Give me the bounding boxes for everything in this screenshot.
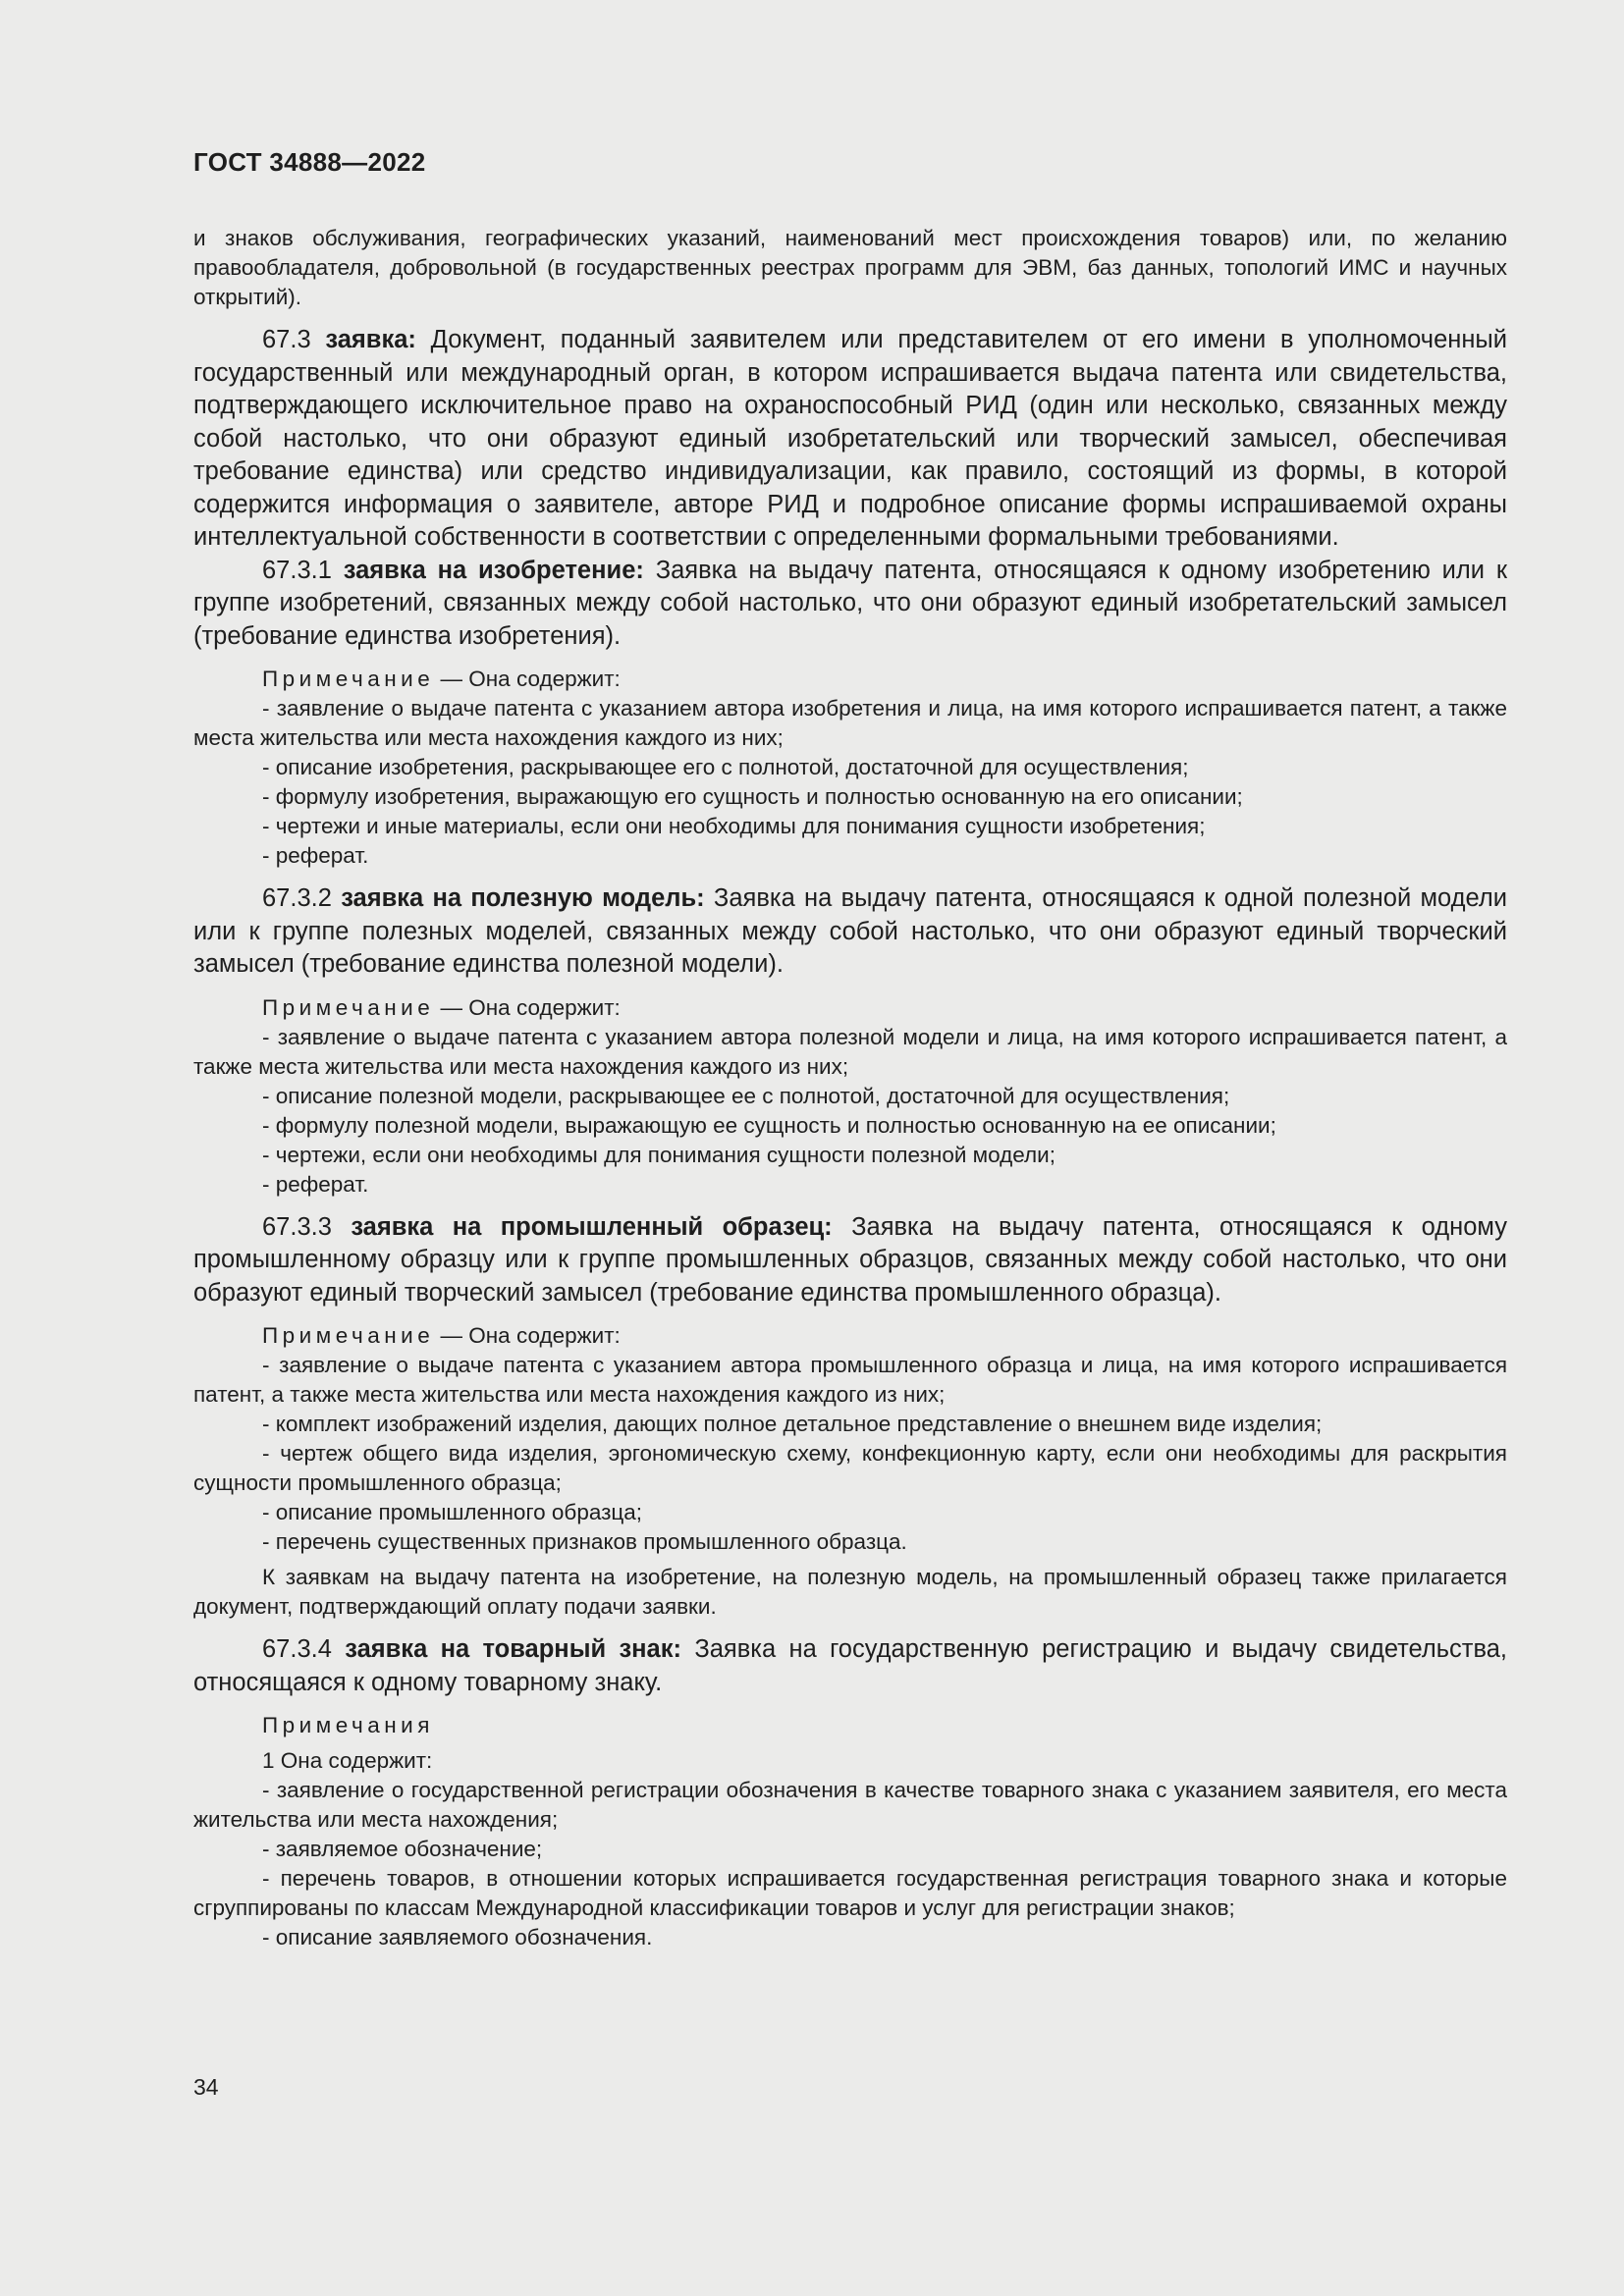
section-term: заявка на товарный знак: <box>345 1635 681 1663</box>
section-67-3-3 <box>193 1211 1507 1310</box>
section-67-3 <box>193 324 1507 555</box>
section-definition: Документ, поданный заявителем или представителем от его имени в уполномоченный государственный или международный орган, в котором испрашивается выдача патента или свидетельства, подтверждающего исключительное право на охраноспособный РИД (один или несколько, связанных между собой настолько, что они образуют единый изобретательский или творческий замысел, обеспечивая требование единства) или средство индивидуализации, как правило, состоящий из формы, в которой содержится информация о заявителе, авторе РИД и подробное описание формы испрашиваемой охраны интеллектуальной собственности в соответствии с определенными формальными требованиями. <box>193 326 1507 551</box>
note-heading <box>193 1711 1507 1740</box>
note-intro: — Она содержит: <box>440 994 621 1020</box>
closing-paragraph: К заявкам на выдачу патента на изобретение, на полезную модель, на промышленный образец также прилагается документ, подтверждающий оплату подачи заявки. <box>193 1565 1507 1619</box>
list-item: - описание полезной модели, раскрывающее ее с полнотой, достаточной для осуществления; <box>262 1083 1230 1108</box>
page-number: 34 <box>193 2074 219 2100</box>
note-first-line: 1 Она содержит: <box>262 1748 433 1773</box>
note-heading <box>193 665 1507 694</box>
intro-paragraph: и знаков обслуживания, географических указаний, наименований мест происхождения товаров) или, по желанию правообладателя, добровольной (в государственных реестрах программ для ЭВМ, баз данных, топологий ИМС и научных открытий). <box>193 226 1507 309</box>
note-label: Примечания <box>262 1713 434 1737</box>
list-item: - чертежи и иные материалы, если они необходимы для понимания сущности изобретения; <box>262 814 1206 838</box>
section-number: 67.3.1 <box>262 556 332 584</box>
list-item: - заявление о выдаче патента с указанием автора изобретения и лица, на имя которого испрашивается патент, а также места жительства или места нахождения каждого из них; <box>193 696 1507 750</box>
note-heading <box>193 1321 1507 1351</box>
section-definition: Заявка на выдачу патента, относящаяся к одному изобретению или к группе изобретений, связанных между собой настолько, что они образуют единый изобретательский замысел (требование единства изобретения). <box>193 556 1507 650</box>
section-term: заявка на изобретение: <box>343 556 644 584</box>
note-intro: — Она содержит: <box>440 1323 621 1348</box>
section-number: 67.3.2 <box>262 884 332 912</box>
note-intro: — Она содержит: <box>440 667 621 691</box>
list-item: - описание заявляемого обозначения. <box>262 1925 653 1949</box>
list-item: - перечень существенных признаков промышленного образца. <box>262 1529 907 1554</box>
list-item: - комплект изображений изделия, дающих полное детальное представление о внешнем виде изделия; <box>262 1412 1323 1436</box>
note-label: Примечание <box>262 994 435 1020</box>
section-term: заявка: <box>325 326 416 353</box>
section-67-3-1 <box>193 555 1507 654</box>
section-number: 67.3 <box>262 326 311 353</box>
list-item: - чертеж общего вида изделия, эргономическую схему, конфекционную карту, если они необходимы для раскрытия сущности промышленного образца; <box>193 1441 1507 1495</box>
section-definition: Заявка на государственную регистрацию и выдачу свидетельства, относящаяся к одному товарному знаку. <box>193 1635 1508 1696</box>
list-item: - заявление о государственной регистрации обозначения в качестве товарного знака с указанием заявителя, его места жительства или места нахождения; <box>193 1778 1507 1832</box>
section-term: заявка на полезную модель: <box>341 884 705 912</box>
list-item: - описание промышленного образца; <box>262 1500 643 1524</box>
list-item: - реферат. <box>262 843 369 868</box>
section-67-3-4 <box>193 1633 1507 1699</box>
list-item: - формулу изобретения, выражающую его сущность и полностью основанную на его описании; <box>262 784 1243 809</box>
section-definition: Заявка на выдачу патента, относящаяся к одной полезной модели или к группе полезных моделей, связанных между собой настолько, что они образуют единый творческий замысел (требование единства полезной модели). <box>193 884 1507 978</box>
list-item: - чертежи, если они необходимы для понимания сущности полезной модели; <box>262 1142 1056 1167</box>
section-number: 67.3.3 <box>262 1212 332 1241</box>
list-item: - заявление о выдаче патента с указанием автора полезной модели и лица, на имя которого испрашивается патент, а также места жительства или места нахождения каждого из них; <box>193 1024 1507 1079</box>
note-label: Примечание <box>262 667 435 691</box>
list-item: - заявление о выдаче патента с указанием автора промышленного образца и лица, на имя которого испрашивается патент, а также места жительства или места нахождения каждого из них; <box>193 1353 1507 1407</box>
note-label: Примечание <box>262 1323 435 1348</box>
list-item: - описание изобретения, раскрывающее его с полнотой, достаточной для осуществления; <box>262 755 1189 779</box>
list-item: - формулу полезной модели, выражающую ее сущность и полностью основанную на ее описании; <box>262 1112 1276 1138</box>
document-body <box>193 224 1507 1952</box>
list-item: - реферат. <box>262 1171 369 1197</box>
section-term: заявка на промышленный образец: <box>351 1212 833 1241</box>
list-item: - заявляемое обозначение; <box>262 1837 543 1861</box>
section-67-3-2 <box>193 882 1507 982</box>
section-number: 67.3.4 <box>262 1635 332 1663</box>
list-item: - перечень товаров, в отношении которых испрашивается государственная регистрация товарного знака и которые сгруппированы по классам Международной классификации товаров и услуг для регистрации знаков; <box>193 1866 1507 1920</box>
note-heading <box>193 993 1507 1023</box>
document-header: ГОСТ 34888—2022 <box>193 147 426 177</box>
section-definition: Заявка на выдачу патента, относящаяся к одному промышленному образцу или к группе промышленных образцов, связанных между собой настолько, что они образуют единый творческий замысел (требование единства промышленного образца). <box>193 1212 1507 1307</box>
